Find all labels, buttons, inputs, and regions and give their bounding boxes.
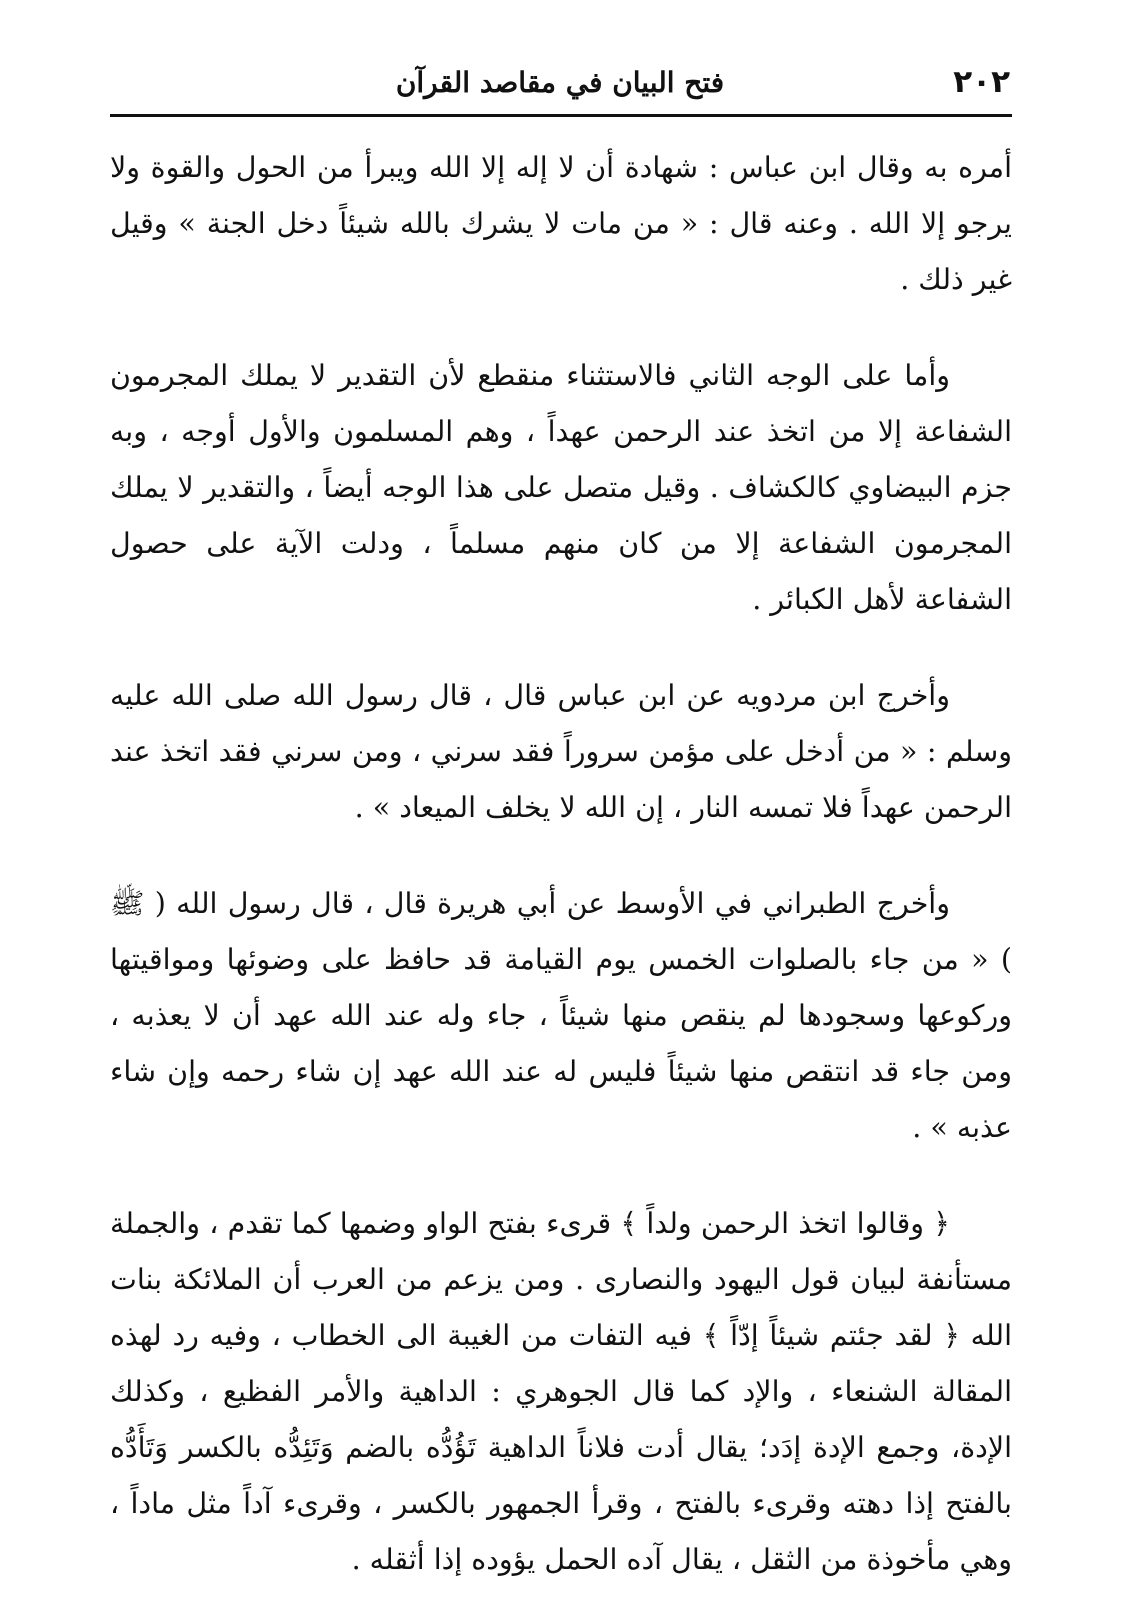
header-rule: [110, 114, 1012, 117]
body-text: [110, 140, 1012, 1608]
paragraph-4: وأخرج الطبراني في الأوسط عن أبي هريرة قال ، قال رسول الله ( ﷺ ) « من جاء بالصلوات الخمس يوم القيامة قد حافظ على وضوئها ومواقيتها وركوعها وسجودها لم ينقص منها شيئاً ، جاء وله عند الله عهد أن لا يعذبه ، ومن جاء قد انتقص منها شيئاً فليس له عند الله عهد إن شاء رحمه وإن شاء عذبه » .: [110, 887, 1012, 1144]
paragraph-2: وأما على الوجه الثاني فالاستثناء منقطع لأن التقدير لا يملك المجرمون الشفاعة إلا من اتخذ عند الرحمن عهداً ، وهم المسلمون والأول أوجه ، وبه جزم البيضاوي كالكشاف . وقيل متصل على هذا الوجه أيضاً ، والتقدير لا يملك المجرمون الشفاعة إلا من كان منهم مسلماً ، ودلت الآية على حصول الشفاعة لأهل الكبائر .: [110, 359, 1012, 616]
page-header: [110, 62, 1010, 112]
paragraph-5: ﴿ وقالوا اتخذ الرحمن ولداً ﴾ قرىء بفتح الواو وضمها كما تقدم ، والجملة مستأنفة لبيان قول اليهود والنصارى . ومن يزعم من العرب أن الملائكة بنات الله ﴿ لقد جئتم شيئاً إدّاً ﴾ فيه التفات من الغيبة الى الخطاب ، وفيه رد لهذه المقالة الشنعاء ، والإد كما قال الجوهري : الداهية والأمر الفظيع ، وكذلك الإدة، وجمع الإدة إدَد؛ يقال أدت فلاناً الداهية تَؤُدُّه بالضم وَتَئِدُّه بالكسر وَتَأَدُّه بالفتح إذا دهته وقرىء بالفتح ، وقرأ الجمهور بالكسر ، وقرىء آداً مثل ماداً ، وهي مأخوذة من الثقل ، يقال آده الحمل يؤوده إذا أثقله .: [110, 1207, 1012, 1576]
running-title: فتح البيان في مقاصد القرآن: [395, 66, 725, 99]
page-number: ٢٠٢: [953, 64, 1010, 100]
paragraph-1: أمره به وقال ابن عباس : شهادة أن لا إله إلا الله ويبرأ من الحول والقوة ولا يرجو إلا الله . وعنه قال : « من مات لا يشرك بالله شيئاً دخل الجنة » وقيل غير ذلك .: [110, 151, 1012, 296]
paragraph-3: وأخرج ابن مردويه عن ابن عباس قال ، قال رسول الله صلى الله عليه وسلم : « من أدخل على مؤمن سروراً فقد سرني ، ومن سرني فقد اتخذ عند الرحمن عهداً فلا تمسه النار ، إن الله لا يخلف الميعاد » .: [110, 679, 1012, 824]
